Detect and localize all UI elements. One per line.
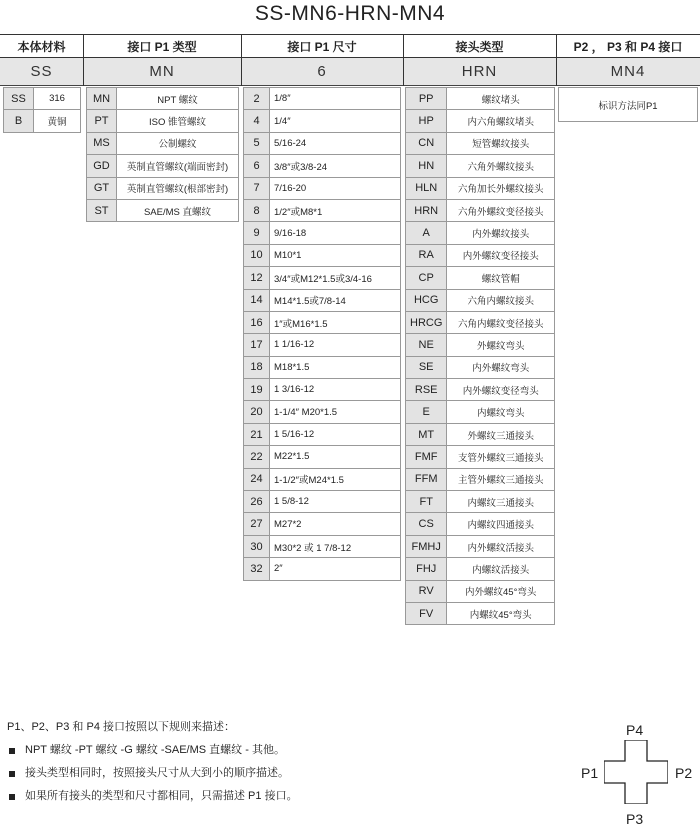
p1-type-desc: 英制直管螺纹(端面密封): [117, 155, 239, 177]
fitting-desc: 内外螺纹活接头: [447, 535, 555, 557]
p1-size-code: 17: [244, 334, 270, 356]
p1-size-desc: M22*1.5: [270, 446, 401, 468]
fitting-code: A: [406, 222, 447, 244]
table-row: [406, 423, 555, 445]
port-label-p3: P3: [626, 811, 644, 827]
material-desc: 316: [34, 88, 81, 110]
fitting-code: HCG: [406, 289, 447, 311]
table-row: [244, 558, 401, 580]
p1-type-desc: 公制螺纹: [117, 132, 239, 154]
fitting-desc: 内外螺纹变径弯头: [447, 379, 555, 401]
fitting-type-table: [405, 87, 555, 625]
p1-size-code: 20: [244, 401, 270, 423]
p1-size-code: 22: [244, 446, 270, 468]
code-p1-size: 6: [241, 58, 403, 86]
column-divider: [403, 34, 404, 86]
p1-size-code: 26: [244, 491, 270, 513]
p1-size-desc: 2″: [270, 558, 401, 580]
code-p234: MN4: [556, 58, 700, 86]
fitting-desc: 外螺纹三通接头: [447, 423, 555, 445]
table-row: [244, 468, 401, 490]
fitting-desc: 内螺纹45°弯头: [447, 602, 555, 624]
fitting-desc: 六角外螺纹接头: [447, 155, 555, 177]
p1-size-code: 16: [244, 311, 270, 333]
p1-size-code: 4: [244, 110, 270, 132]
table-row: [244, 132, 401, 154]
p1-size-desc: 1 1/16-12: [270, 334, 401, 356]
p1-size-desc: M27*2: [270, 513, 401, 535]
fitting-code: PP: [406, 88, 447, 110]
bullet-square-icon: [9, 771, 15, 777]
fitting-code: MT: [406, 423, 447, 445]
table-row: [87, 110, 239, 132]
p1-size-code: 32: [244, 558, 270, 580]
p1-size-desc: M14*1.5或7/8-14: [270, 289, 401, 311]
fitting-code: RV: [406, 580, 447, 602]
p1-size-code: 9: [244, 222, 270, 244]
fitting-code: FMF: [406, 446, 447, 468]
p1-size-desc: 1-1/2″或M24*1.5: [270, 468, 401, 490]
fitting-desc: 内外螺纹接头: [447, 222, 555, 244]
p1-size-desc: 1/4″: [270, 110, 401, 132]
p1-type-code: GT: [87, 177, 117, 199]
p1-size-desc: 3/4″或M12*1.5或3/4-16: [270, 267, 401, 289]
table-row: [244, 244, 401, 266]
fitting-desc: 内螺纹活接头: [447, 558, 555, 580]
port-label-p1: P1: [581, 765, 599, 781]
table-row: [406, 244, 555, 266]
p1-size-code: 27: [244, 513, 270, 535]
fitting-code: HN: [406, 155, 447, 177]
fitting-code: FFM: [406, 468, 447, 490]
table-row: [244, 155, 401, 177]
material-desc: 黄铜: [34, 110, 81, 132]
note-bullet: [7, 785, 298, 808]
bullet-square-icon: [9, 794, 15, 800]
fitting-code: FT: [406, 491, 447, 513]
table-row: [244, 311, 401, 333]
table-row: [406, 356, 555, 378]
table-row: [244, 446, 401, 468]
column-divider: [241, 34, 242, 86]
fitting-desc: 六角外螺纹变径接头: [447, 199, 555, 221]
fitting-desc: 内外螺纹45°弯头: [447, 580, 555, 602]
fitting-desc: 螺纹管帽: [447, 267, 555, 289]
table-row: [4, 110, 81, 132]
materials-table: [3, 87, 81, 133]
notes-intro: P1、P2、P3 和 P4 接口按照以下规则来描述：: [7, 721, 235, 733]
p1-size-code: 18: [244, 356, 270, 378]
fitting-code: HRN: [406, 199, 447, 221]
table-row: [244, 222, 401, 244]
port-label-p2: P2: [675, 765, 693, 781]
p1-type-desc: ISO 锥管螺纹: [117, 110, 239, 132]
p1-size-desc: 1 5/8-12: [270, 491, 401, 513]
p1-size-code: 6: [244, 155, 270, 177]
material-code: SS: [4, 88, 34, 110]
p1-size-code: 14: [244, 289, 270, 311]
p1-size-code: 10: [244, 244, 270, 266]
table-row: [244, 423, 401, 445]
p1-size-desc: 1 3/16-12: [270, 379, 401, 401]
p1-size-code: 12: [244, 267, 270, 289]
fitting-desc: 六角内螺纹接头: [447, 289, 555, 311]
fitting-code: FV: [406, 602, 447, 624]
table-row: [244, 356, 401, 378]
fitting-code: RSE: [406, 379, 447, 401]
fitting-desc: 内六角螺纹堵头: [447, 110, 555, 132]
p1-type-desc: 英制直管螺纹(根部密封): [117, 177, 239, 199]
table-row: [406, 132, 555, 154]
fitting-desc: 内外螺纹弯头: [447, 356, 555, 378]
fitting-desc: 短管螺纹接头: [447, 132, 555, 154]
p1-size-desc: 1 5/16-12: [270, 423, 401, 445]
table-row: [406, 311, 555, 333]
p1-type-code: PT: [87, 110, 117, 132]
fitting-desc: 螺纹堵头: [447, 88, 555, 110]
note-bullet: [7, 739, 298, 762]
table-row: [244, 267, 401, 289]
fitting-desc: 主管外螺纹三通接头: [447, 468, 555, 490]
table-row: [4, 88, 81, 110]
table-row: [406, 289, 555, 311]
code-fitting-type: HRN: [403, 58, 556, 86]
port-label-p4: P4: [626, 722, 644, 738]
p1-type-code: GD: [87, 155, 117, 177]
table-row: [244, 401, 401, 423]
note-text: 如果所有接头的类型和尺寸都相同，只需描述 P1 接口。: [25, 790, 298, 802]
bullet-square-icon: [9, 748, 15, 754]
fitting-desc: 支管外螺纹三通接头: [447, 446, 555, 468]
header-fitting-type: 接头类型: [403, 34, 556, 58]
table-row: [87, 155, 239, 177]
table-row: [406, 110, 555, 132]
p234-note: 标识方法同P1: [559, 88, 698, 122]
header-p1-type: 接口 P1 类型: [83, 34, 241, 58]
p1-size-desc: 3/8″或3/8-24: [270, 155, 401, 177]
p1-size-code: 21: [244, 423, 270, 445]
table-row: [406, 401, 555, 423]
p1-size-desc: 1/8″: [270, 88, 401, 110]
fitting-code: HRCG: [406, 311, 447, 333]
table-row: [406, 558, 555, 580]
p1-type-code: ST: [87, 199, 117, 221]
fitting-code: NE: [406, 334, 447, 356]
table-row: [244, 535, 401, 557]
table-row: [406, 199, 555, 221]
fitting-code: HLN: [406, 177, 447, 199]
table-row: [406, 468, 555, 490]
p1-type-table: [86, 87, 239, 222]
p1-size-desc: M10*1: [270, 244, 401, 266]
fitting-desc: 内螺纹四通接头: [447, 513, 555, 535]
table-row: [244, 491, 401, 513]
table-row: [406, 513, 555, 535]
fitting-code: CS: [406, 513, 447, 535]
port-cross-diagram: [604, 740, 668, 804]
column-divider: [556, 34, 557, 86]
table-row: [406, 88, 555, 110]
p1-size-code: 8: [244, 199, 270, 221]
table-row: [87, 88, 239, 110]
page-title: SS-MN6-HRN-MN4: [254, 2, 446, 25]
p1-size-code: 2: [244, 88, 270, 110]
table-row: [244, 334, 401, 356]
p1-size-desc: 1-1/4″ M20*1.5: [270, 401, 401, 423]
table-row: [244, 88, 401, 110]
table-row: [406, 491, 555, 513]
note-text: NPT 螺纹 -PT 螺纹 -G 螺纹 -SAE/MS 直螺纹 - 其他。: [25, 744, 285, 756]
p1-size-desc: M18*1.5: [270, 356, 401, 378]
column-divider: [83, 34, 84, 86]
material-code: B: [4, 110, 34, 132]
table-row: [244, 513, 401, 535]
note-bullet: [7, 762, 298, 785]
table-row: [406, 379, 555, 401]
p1-type-desc: SAE/MS 直螺纹: [117, 199, 239, 221]
p1-size-code: 7: [244, 177, 270, 199]
p1-size-code: 5: [244, 132, 270, 154]
notes: [7, 716, 298, 808]
header-body-material: 本体材料: [0, 34, 83, 58]
table-row: [87, 177, 239, 199]
fitting-desc: 六角加长外螺纹接头: [447, 177, 555, 199]
p1-size-code: 24: [244, 468, 270, 490]
note-text: 接头类型相同时，按照接头尺寸从大到小的顺序描述。: [25, 767, 289, 779]
p1-size-desc: 7/16-20: [270, 177, 401, 199]
p1-size-desc: 9/16-18: [270, 222, 401, 244]
p234-table: [558, 87, 698, 122]
p1-type-desc: NPT 螺纹: [117, 88, 239, 110]
table-row: [406, 535, 555, 557]
code-p1-type: MN: [83, 58, 241, 86]
p1-size-desc: 5/16-24: [270, 132, 401, 154]
table-row: [244, 110, 401, 132]
table-row: [406, 580, 555, 602]
table-row: [87, 199, 239, 221]
fitting-code: HP: [406, 110, 447, 132]
p1-type-code: MN: [87, 88, 117, 110]
table-row: [406, 155, 555, 177]
fitting-desc: 六角内螺纹变径接头: [447, 311, 555, 333]
table-row: [406, 602, 555, 624]
fitting-desc: 内螺纹三通接头: [447, 491, 555, 513]
fitting-code: FHJ: [406, 558, 447, 580]
table-row: [406, 267, 555, 289]
table-row: [87, 132, 239, 154]
fitting-code: E: [406, 401, 447, 423]
fitting-desc: 内螺纹弯头: [447, 401, 555, 423]
header-p1-size: 接口 P1 尺寸: [241, 34, 403, 58]
fitting-desc: 内外螺纹变径接头: [447, 244, 555, 266]
fitting-code: CN: [406, 132, 447, 154]
table-row: [244, 199, 401, 221]
p1-type-code: MS: [87, 132, 117, 154]
header-p234: P2 ， P3 和 P4 接口: [556, 34, 700, 58]
p1-size-code: 19: [244, 379, 270, 401]
table-row: [406, 446, 555, 468]
p1-size-desc: M30*2 或 1 7/8-12: [270, 535, 401, 557]
table-row: [244, 379, 401, 401]
p1-size-code: 30: [244, 535, 270, 557]
fitting-desc: 外螺纹弯头: [447, 334, 555, 356]
table-row: [406, 334, 555, 356]
fitting-code: SE: [406, 356, 447, 378]
table-row: [559, 88, 698, 122]
p1-size-desc: 1″或M16*1.5: [270, 311, 401, 333]
fitting-code: CP: [406, 267, 447, 289]
table-row: [406, 177, 555, 199]
p1-size-table: [243, 87, 401, 581]
table-row: [244, 177, 401, 199]
table-row: [244, 289, 401, 311]
fitting-code: FMHJ: [406, 535, 447, 557]
table-row: [406, 222, 555, 244]
fitting-code: RA: [406, 244, 447, 266]
p1-size-desc: 1/2″或M8*1: [270, 199, 401, 221]
code-body-material: SS: [0, 58, 83, 86]
